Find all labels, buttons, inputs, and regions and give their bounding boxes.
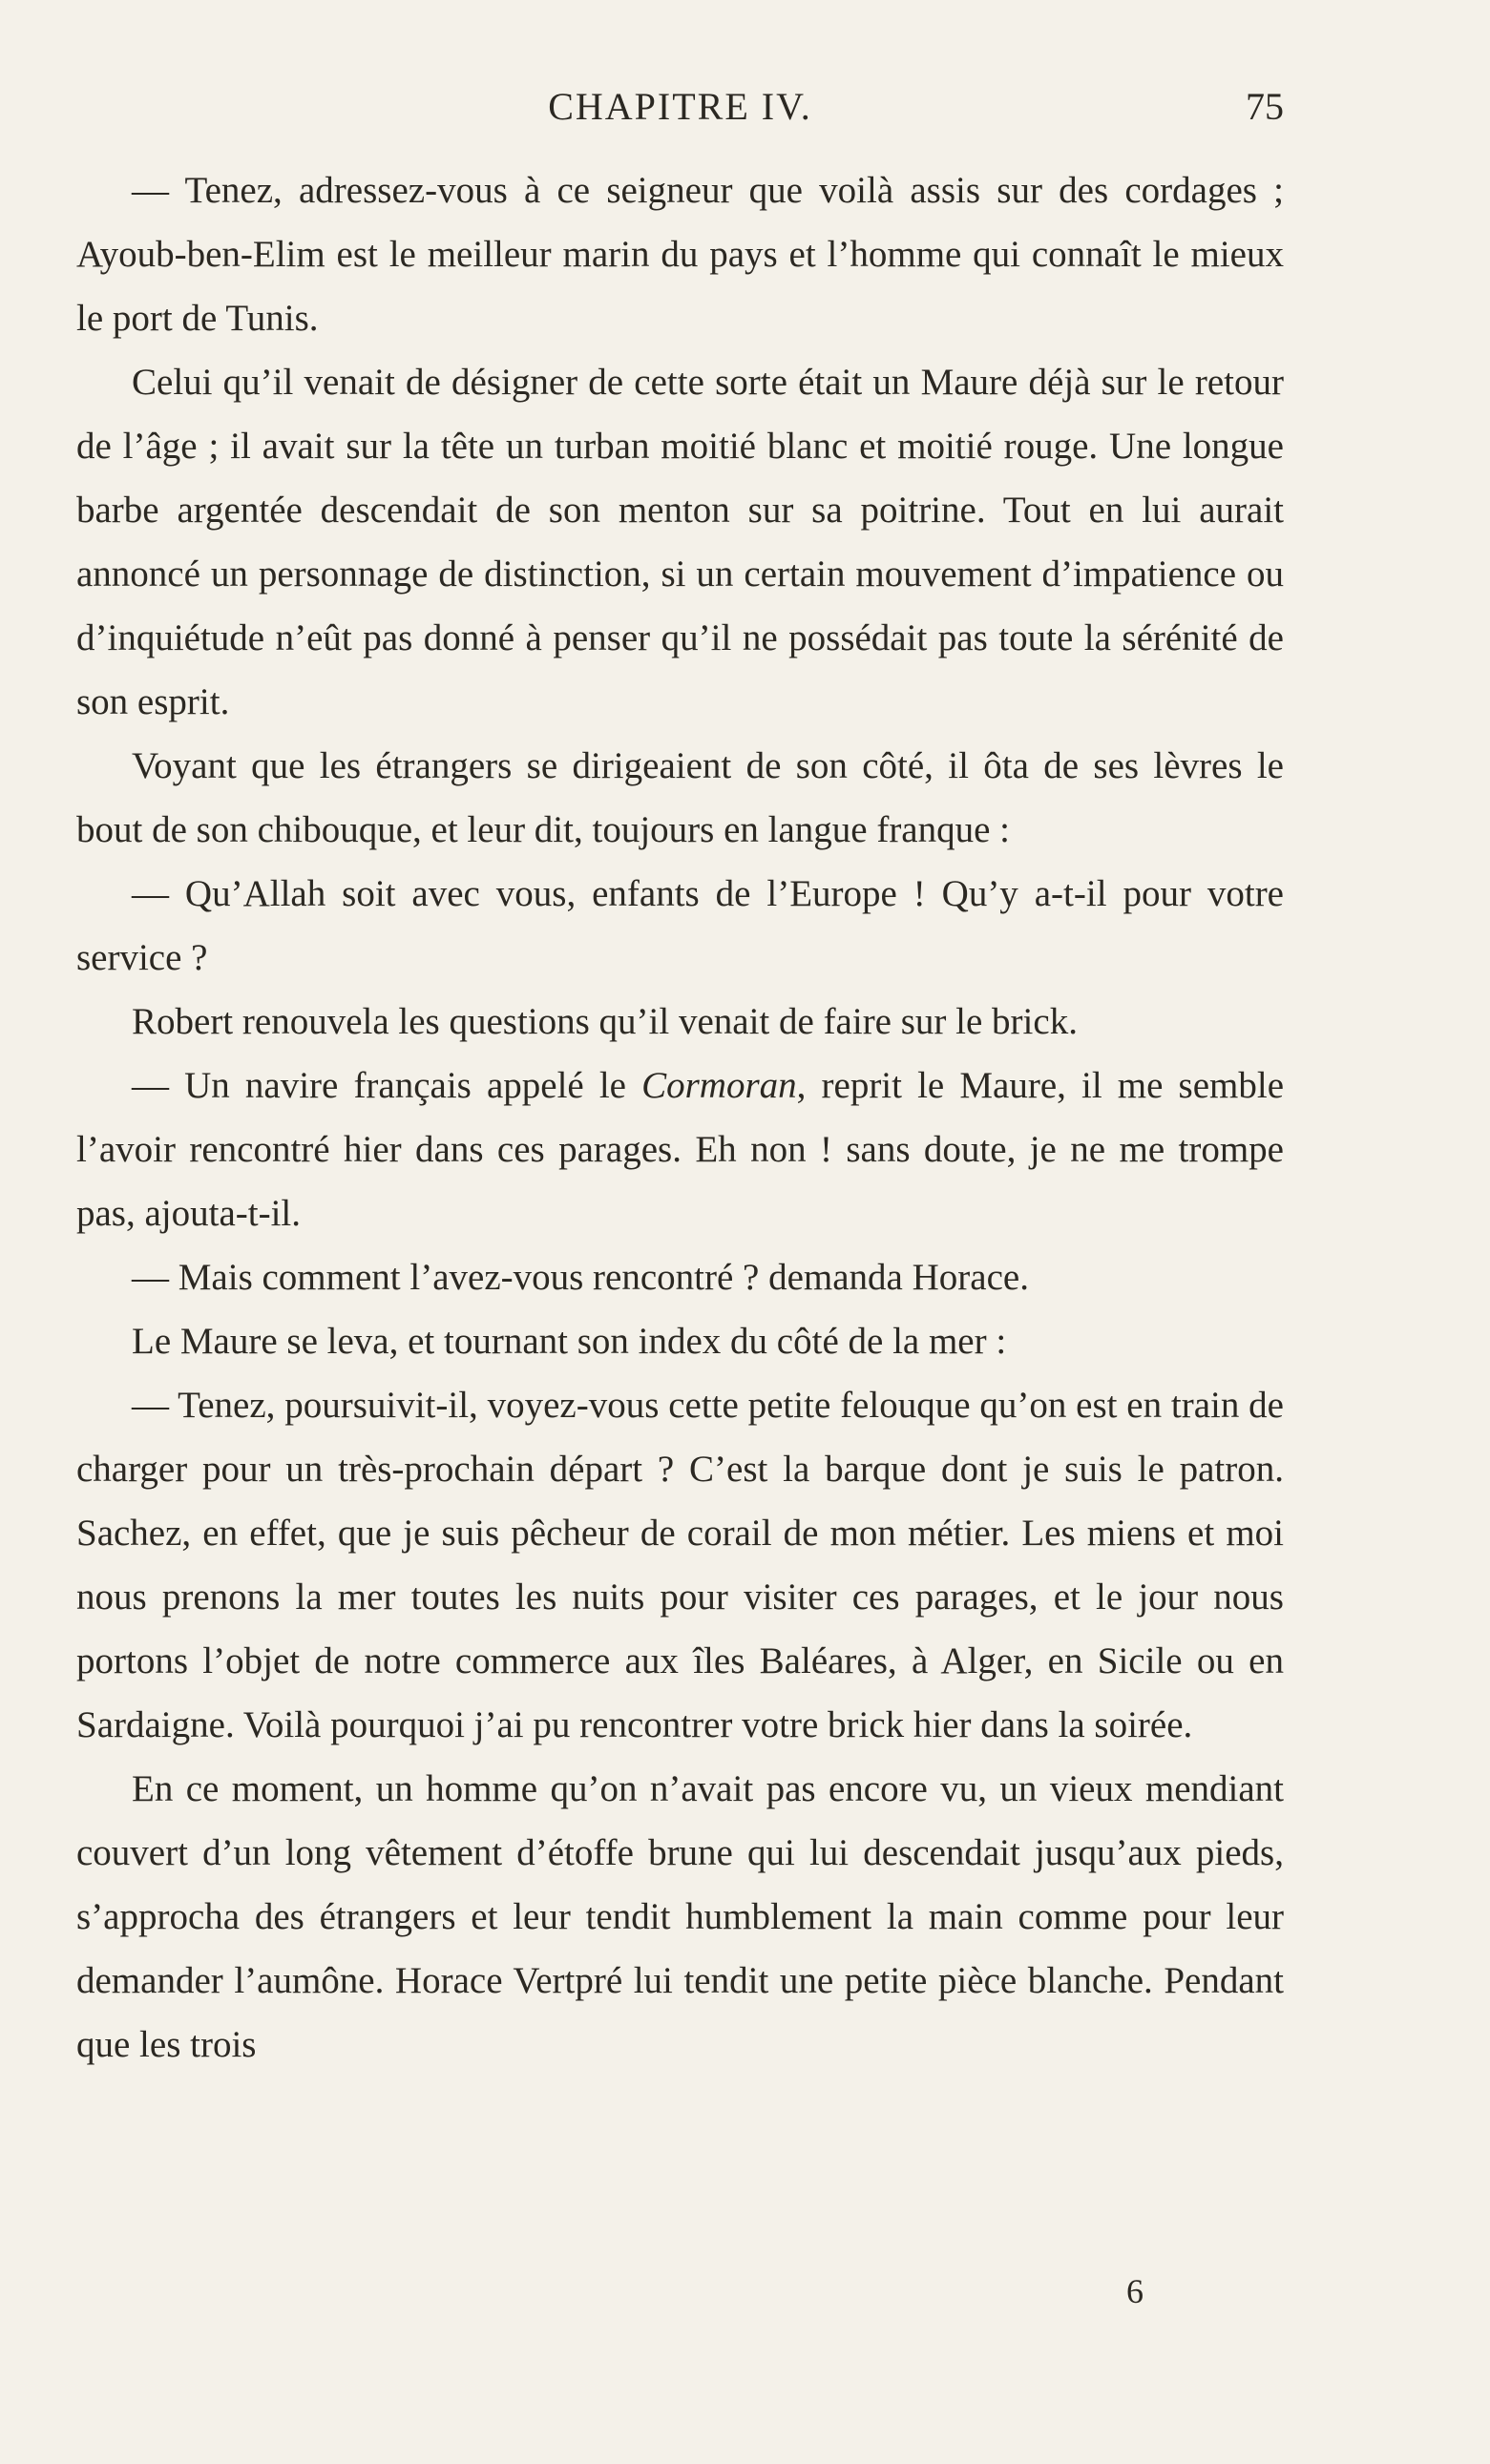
paragraph <box>76 1054 1284 1245</box>
page-number: 75 <box>1246 85 1284 128</box>
paragraph: — Tenez, adressez-vous à ce seigneur que voilà assis sur des cordages ; Ayoub-ben-Elim est le meilleur marin du pays et l’homme qui connaît le mieux le port de Tunis. <box>76 170 1284 339</box>
page-header <box>76 84 1284 141</box>
paragraph: Celui qu’il venait de désigner de cette sorte était un Maure déjà sur le retour de l’âge ; il avait sur la tête un turban moitié blanc et moitié rouge. Une longue barbe argentée descendait de son menton sur sa poitrine. Tout en lui aurait annoncé un personnage de distinction, si un certain mouvement d’impatience ou d’inquiétude n’eût pas donné à penser qu’il ne possédait pas toute la sérénité de son esprit. <box>76 362 1284 722</box>
paragraph: — Mais comment l’avez-vous rencontré ? demanda Horace. <box>132 1257 1029 1298</box>
paragraph: Le Maure se leva, et tournant son index du côté de la mer : <box>132 1321 1007 1362</box>
paragraph-text: — Un navire français appelé le <box>132 1065 642 1106</box>
paragraph: — Qu’Allah soit avec vous, enfants de l’Europe ! Qu’y a-t-il pour votre service ? <box>76 873 1284 978</box>
running-title: CHAPITRE IV. <box>548 85 812 128</box>
signature-mark: 6 <box>1126 2272 1144 2310</box>
paragraph: — Tenez, poursuivit-il, voyez-vous cette petite felouque qu’on est en train de charger pour un très-prochain départ ? C’est la barque dont je suis le patron. Sachez, en effet, que je suis pêcheur de corail de mon métier. Les miens et moi nous prenons la mer toutes les nuits pour visiter ces parages, et le jour nous portons l’objet de notre commerce aux îles Baléares, à Alger, en Sicile ou en Sardaigne. Voilà pourquoi j’ai pu rencontrer votre brick hier dans la soirée. <box>76 1385 1284 1745</box>
ship-name: Cormoran <box>641 1065 797 1106</box>
paragraph-text: , reprit le Maure, il me semble l’avoir rencontré hier dans ces parages. Eh non ! sans doute, je ne me trompe pas, ajouta-t-il. <box>76 1065 1284 1234</box>
paragraph: Voyant que les étrangers se dirigeaient de son côté, il ôta de ses lèvres le bout de son chibouque, et leur dit, toujours en langue franque : <box>76 745 1284 850</box>
body-text <box>76 158 1284 2077</box>
paragraph: Robert renouvela les questions qu’il venait de faire sur le brick. <box>132 1001 1078 1042</box>
paragraph: En ce moment, un homme qu’on n’avait pas encore vu, un vieux mendiant couvert d’un long vêtement d’étoffe brune qui lui descendait jusqu’aux pieds, s’approcha des étrangers et leur tendit humblement la main comme pour leur demander l’aumône. Horace Vertpré lui tendit une petite pièce blanche. Pendant que les trois <box>76 1768 1284 2065</box>
